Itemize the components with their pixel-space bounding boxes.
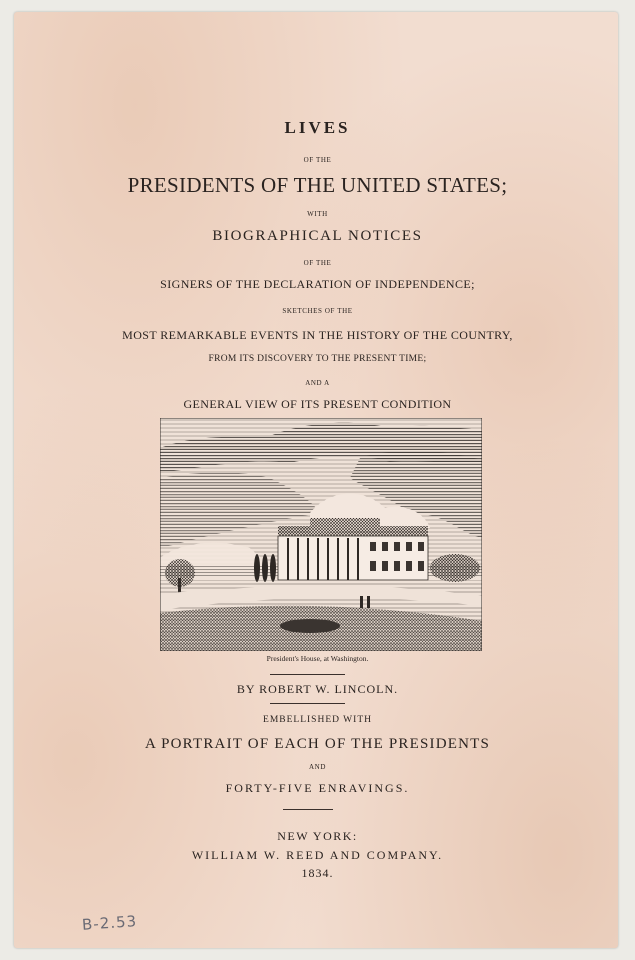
events-line: MOST REMARKABLE EVENTS IN THE HISTORY OF THE COUNTRY,: [122, 328, 513, 342]
title-lives: LIVES: [284, 118, 351, 137]
biographical-notices: BIOGRAPHICAL NOTICES: [212, 228, 423, 244]
engravings-line: FORTY-FIVE ENRAVINGS.: [225, 781, 410, 795]
divider-rule-2: [270, 703, 345, 704]
white-house-engraving: [160, 418, 482, 651]
portrait-line: A PORTRAIT OF EACH OF THE PRESIDENTS: [144, 736, 491, 752]
divider-rule-3: [283, 809, 333, 810]
shelf-mark-handwriting: B-2.53: [81, 912, 138, 934]
of-the-1: OF THE: [303, 156, 332, 164]
discovery-line: FROM ITS DISCOVERY TO THE PRESENT TIME;: [208, 354, 427, 364]
city-line: NEW YORK:: [277, 829, 358, 843]
signers-line: SIGNERS OF THE DECLARATION OF INDEPENDENCE;: [160, 277, 475, 291]
and-a-line: AND A: [305, 379, 330, 387]
engraving-caption: President's House, at Washington.: [266, 654, 369, 663]
author-line: BY ROBERT W. LINCOLN.: [236, 682, 399, 696]
year-line: 1834.: [301, 866, 334, 880]
of-the-2: OF THE: [303, 259, 332, 267]
general-view-line: GENERAL VIEW OF ITS PRESENT CONDITION: [183, 397, 452, 411]
embellished-line: EMBELLISHED WITH: [263, 715, 372, 725]
divider-rule-1: [270, 674, 345, 675]
and-line: AND: [309, 763, 326, 771]
with-label: WITH: [307, 210, 328, 218]
main-title: PRESIDENTS OF THE UNITED STATES;: [127, 173, 508, 197]
sketches-line: SKETCHES OF THE: [282, 307, 353, 315]
publisher-line: WILLIAM W. REED AND COMPANY.: [191, 848, 444, 862]
